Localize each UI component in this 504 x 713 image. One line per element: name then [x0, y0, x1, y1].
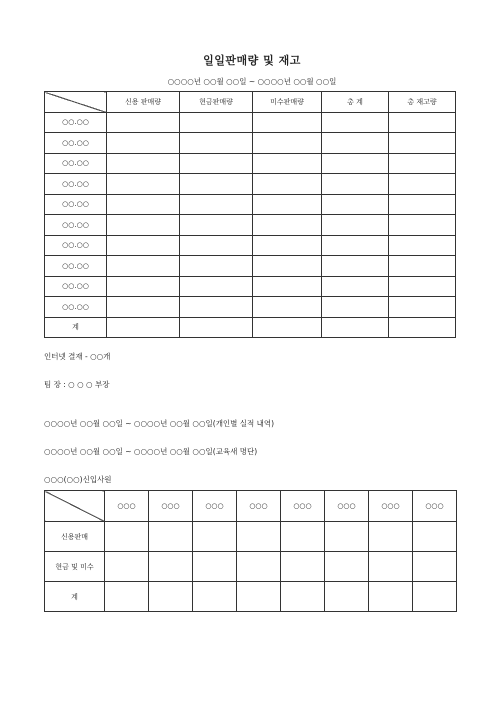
row-date: ○○.○○ — [45, 297, 107, 318]
diagonal-corner-cell — [45, 92, 107, 113]
cell — [389, 256, 456, 277]
staff-name-header: ○○○ — [369, 491, 413, 522]
cell — [253, 133, 322, 154]
cell — [105, 582, 149, 612]
table-row — [45, 276, 456, 297]
cell — [253, 235, 322, 256]
cell — [281, 552, 325, 582]
cell — [322, 112, 389, 133]
staff-table — [44, 490, 457, 612]
new-staff-label: ○○○(○○)신입사원 — [44, 475, 112, 484]
cell — [180, 133, 253, 154]
cell — [413, 582, 457, 612]
cell — [193, 582, 237, 612]
header-total: 총 계 — [322, 92, 389, 113]
cell — [325, 522, 369, 552]
cell — [369, 582, 413, 612]
cell — [149, 552, 193, 582]
cell — [389, 215, 456, 236]
cell — [253, 297, 322, 318]
cell — [369, 522, 413, 552]
period-range: ○○○○년 ○○월 ○○일 ~ ○○○○년 ○○월 ○○일 — [167, 77, 337, 86]
training-period-note: ○○○○년 ○○월 ○○일 ~ ○○○○년 ○○월 ○○일(교육새 명단) — [44, 447, 258, 456]
individual-period-note: ○○○○년 ○○월 ○○일 ~ ○○○○년 ○○월 ○○일(개인별 실적 내역) — [44, 419, 275, 428]
cell — [389, 235, 456, 256]
staff-name-header: ○○○ — [281, 491, 325, 522]
cell — [107, 153, 180, 174]
header-unpaid-sales: 미수판매량 — [253, 92, 322, 113]
cell — [107, 276, 180, 297]
cell — [105, 522, 149, 552]
cell — [253, 112, 322, 133]
cell — [389, 297, 456, 318]
cell — [107, 112, 180, 133]
table-row — [45, 112, 456, 133]
table-row — [45, 153, 456, 174]
header-total-stock: 총 재고량 — [389, 92, 456, 113]
row-date: ○○.○○ — [45, 174, 107, 195]
team-manager-note: 팀 장 : ○ ○ ○ 부장 — [44, 380, 110, 389]
table-row — [45, 582, 457, 612]
row-date: ○○.○○ — [45, 276, 107, 297]
cell — [107, 174, 180, 195]
cell — [180, 215, 253, 236]
table-row — [45, 194, 456, 215]
cell — [253, 153, 322, 174]
cell — [180, 153, 253, 174]
row-date: ○○.○○ — [45, 112, 107, 133]
cell — [180, 256, 253, 277]
cell — [389, 276, 456, 297]
cell — [107, 317, 180, 338]
table-row — [45, 133, 456, 154]
cell — [107, 256, 180, 277]
cell — [237, 552, 281, 582]
table-row — [45, 297, 456, 318]
cell — [180, 276, 253, 297]
cell — [253, 317, 322, 338]
cell — [369, 552, 413, 582]
cell — [325, 552, 369, 582]
staff-header-row — [45, 491, 457, 522]
staff-name-header: ○○○ — [105, 491, 149, 522]
staff-name-header: ○○○ — [413, 491, 457, 522]
cell — [180, 174, 253, 195]
header-cash-sales: 현금판매량 — [180, 92, 253, 113]
cell — [193, 552, 237, 582]
table-row — [45, 174, 456, 195]
cell — [322, 317, 389, 338]
table-row — [45, 522, 457, 552]
total-label: 계 — [45, 317, 107, 338]
cell — [180, 235, 253, 256]
cell — [180, 297, 253, 318]
staff-name-header: ○○○ — [193, 491, 237, 522]
header-credit-sales: 신용 판매량 — [107, 92, 180, 113]
cell — [253, 174, 322, 195]
row-date: ○○.○○ — [45, 133, 107, 154]
cell — [253, 215, 322, 236]
cell — [322, 194, 389, 215]
cell — [389, 174, 456, 195]
cell — [322, 133, 389, 154]
cell — [322, 215, 389, 236]
cell — [322, 235, 389, 256]
cell — [281, 582, 325, 612]
cell — [389, 194, 456, 215]
cell — [281, 522, 325, 552]
diagonal-corner-cell — [45, 491, 105, 522]
staff-name-header: ○○○ — [325, 491, 369, 522]
row-label-total: 계 — [45, 582, 105, 612]
table-row — [45, 215, 456, 236]
cell — [322, 297, 389, 318]
cell — [389, 112, 456, 133]
cell — [193, 522, 237, 552]
cell — [413, 552, 457, 582]
cell — [389, 317, 456, 338]
cell — [105, 552, 149, 582]
total-row — [45, 317, 456, 338]
cell — [389, 133, 456, 154]
cell — [107, 133, 180, 154]
cell — [322, 256, 389, 277]
row-date: ○○.○○ — [45, 235, 107, 256]
staff-name-header: ○○○ — [237, 491, 281, 522]
cell — [253, 276, 322, 297]
cell — [180, 194, 253, 215]
row-date: ○○.○○ — [45, 153, 107, 174]
cell — [237, 522, 281, 552]
cell — [107, 297, 180, 318]
sales-header-row — [45, 92, 456, 113]
row-label-credit: 신용판매 — [45, 522, 105, 552]
cell — [107, 215, 180, 236]
row-date: ○○.○○ — [45, 215, 107, 236]
cell — [413, 522, 457, 552]
cell — [253, 256, 322, 277]
cell — [389, 153, 456, 174]
page-title: 일일판매량 및 재고 — [203, 54, 301, 67]
table-row — [45, 256, 456, 277]
sales-table — [44, 91, 456, 338]
internet-payment-note: 인터넷 결재 - ○○개 — [44, 352, 111, 361]
cell — [180, 317, 253, 338]
row-label-cash-unpaid: 현금 및 미수 — [45, 552, 105, 582]
staff-name-header: ○○○ — [149, 491, 193, 522]
cell — [237, 582, 281, 612]
cell — [107, 194, 180, 215]
table-row — [45, 552, 457, 582]
cell — [107, 235, 180, 256]
cell — [180, 112, 253, 133]
table-row — [45, 235, 456, 256]
cell — [322, 174, 389, 195]
cell — [149, 582, 193, 612]
row-date: ○○.○○ — [45, 256, 107, 277]
cell — [322, 153, 389, 174]
cell — [149, 522, 193, 552]
cell — [322, 276, 389, 297]
cell — [325, 582, 369, 612]
cell — [253, 194, 322, 215]
row-date: ○○.○○ — [45, 194, 107, 215]
